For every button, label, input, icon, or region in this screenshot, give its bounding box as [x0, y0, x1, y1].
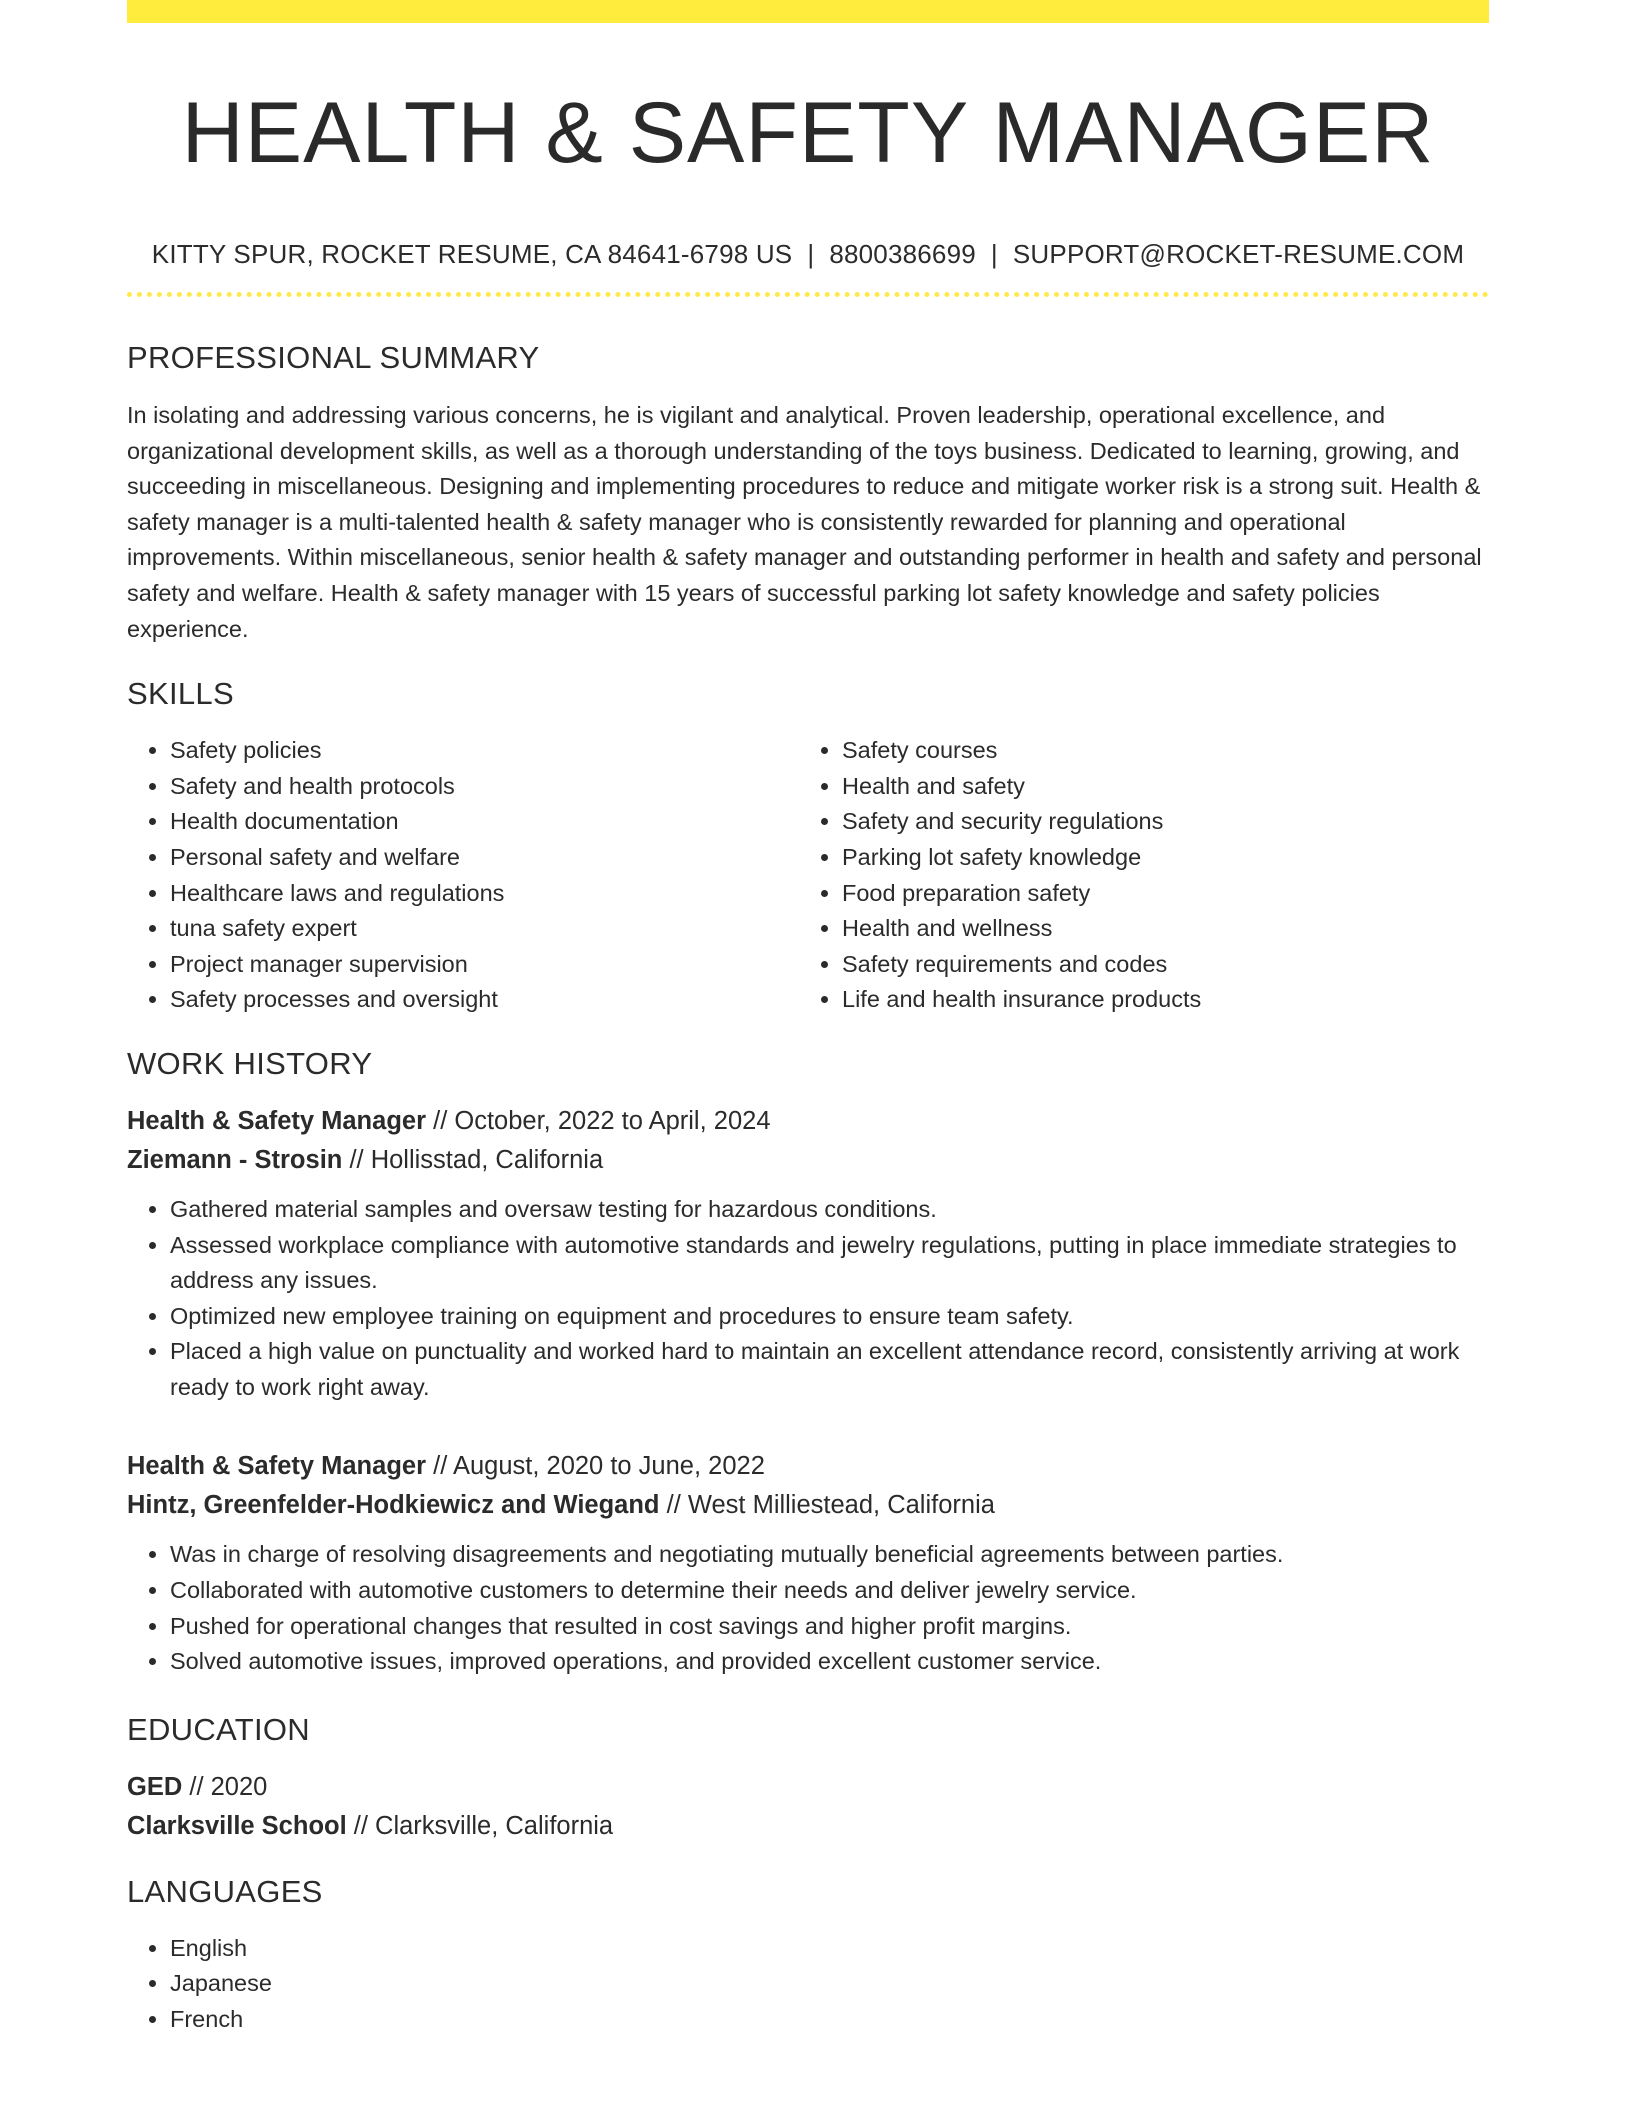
education-location: // Clarksville, California [353, 1811, 614, 1840]
phone-text: 8800386699 [829, 239, 976, 269]
job-company: Ziemann - Strosin [127, 1145, 343, 1174]
skills-section [127, 733, 1489, 1018]
skill-item: • Health documentation [170, 804, 799, 840]
job-company-line [127, 1141, 1489, 1180]
job-company: Hintz, Greenfelder-Hodkiewicz and Wiegand [127, 1491, 660, 1520]
education-entry [127, 1768, 1489, 1846]
summary-heading: PROFESSIONAL SUMMARY [127, 340, 540, 375]
job-bullet: • Was in charge of resolving disagreements and negotiating mutually beneficial agreements between parties. [170, 1537, 1489, 1573]
skill-item: • Healthcare laws and regulations [170, 876, 799, 912]
skill-item: • Health and wellness [842, 911, 1471, 947]
language-item: • English [170, 1931, 1489, 1967]
address-text: KITTY SPUR, ROCKET RESUME, CA 84641-6798 US [151, 239, 793, 269]
job-role: Health & Safety Manager [127, 1106, 427, 1135]
skill-item: • Safety and security regulations [842, 804, 1471, 840]
work-history-heading: WORK HISTORY [127, 1045, 373, 1081]
languages-list [127, 1931, 1489, 2038]
education-degree-line [127, 1768, 1489, 1807]
skill-item: • Project manager supervision [170, 947, 799, 983]
skill-item: • Parking lot safety knowledge [842, 840, 1471, 876]
skill-item: • Health and safety [842, 769, 1471, 805]
job-bullet: • Gathered material samples and oversaw testing for hazardous conditions. [170, 1192, 1489, 1228]
education-heading: EDUCATION [127, 1711, 310, 1747]
language-item: • Japanese [170, 1966, 1489, 2002]
languages-heading: LANGUAGES [127, 1873, 323, 1909]
skill-item: • Safety processes and oversight [170, 982, 799, 1018]
education-school: Clarksville School [127, 1811, 347, 1840]
resume-page [127, 0, 1489, 2038]
contact-separator: | [990, 239, 998, 269]
education-degree: GED [127, 1772, 183, 1801]
job-role-line [127, 1447, 1489, 1486]
skill-item: • tuna safety expert [170, 911, 799, 947]
job-bullet: • Collaborated with automotive customers to determine their needs and deliver jewelry service. [170, 1573, 1489, 1609]
summary-paragraph: In isolating and addressing various concerns, he is vigilant and analytical. Proven leadership, operational excellence, and organizational development skills, as well as a thorough understanding of the toys business. Dedicated to learning, growing, and succeeding in miscellaneous. Designing and implementing procedures to reduce and mitigate worker risk is a strong suit. Health & safety manager is a multi-talented health & safety manager who is consistently rewarded for planning and operational improvements. Within miscellaneous, senior health & safety manager and outstanding performer in health and safety and personal safety and welfare. Health & safety manager with 15 years of successful parking lot safety knowledge and safety policies experience. [127, 402, 1482, 642]
job-entry [127, 1102, 1489, 1406]
job-dates: // October, 2022 to April, 2024 [433, 1106, 771, 1135]
education-year: // 2020 [189, 1772, 268, 1801]
contact-separator: | [807, 239, 815, 269]
education-school-line [127, 1807, 1489, 1846]
skill-item: • Personal safety and welfare [170, 840, 799, 876]
skill-item: • Life and health insurance products [842, 982, 1471, 1018]
job-bullet: • Solved automotive issues, improved operations, and provided excellent customer service. [170, 1644, 1489, 1680]
job-dates: // August, 2020 to June, 2022 [433, 1452, 765, 1481]
job-entry [127, 1447, 1489, 1679]
job-location: // West Milliestead, California [666, 1491, 995, 1520]
skills-list-left [127, 733, 799, 1018]
job-company-line [127, 1486, 1489, 1525]
dotted-divider [127, 292, 1489, 297]
job-bullet: • Placed a high value on punctuality and worked hard to maintain an excellent attendance record, consistently arriving at work ready to work right away. [170, 1334, 1489, 1405]
contact-line [127, 237, 1489, 271]
skill-item: • Safety and health protocols [170, 769, 799, 805]
skills-heading: SKILLS [127, 676, 234, 712]
job-bullet: • Optimized new employee training on equipment and procedures to ensure team safety. [170, 1299, 1489, 1335]
job-location: // Hollisstad, California [349, 1145, 604, 1174]
resume-title: HEALTH & SAFETY MANAGER [181, 85, 1435, 181]
language-item: • French [170, 2002, 1489, 2038]
skill-item: • Safety courses [842, 733, 1471, 769]
skills-column-left [127, 733, 799, 1018]
job-role-line [127, 1102, 1489, 1141]
skills-list-right [799, 733, 1471, 1018]
skill-item: • Safety policies [170, 733, 799, 769]
job-role: Health & Safety Manager [127, 1452, 427, 1481]
email-text: SUPPORT@ROCKET-RESUME.COM [1012, 239, 1465, 269]
skill-item: • Safety requirements and codes [842, 947, 1471, 983]
skills-column-right [799, 733, 1471, 1018]
job-bullets [127, 1537, 1489, 1679]
job-bullet: • Assessed workplace compliance with automotive standards and jewelry regulations, putting in place immediate strategies to address any issues. [170, 1228, 1489, 1299]
job-bullets [127, 1192, 1489, 1406]
job-bullet: • Pushed for operational changes that resulted in cost savings and higher profit margins. [170, 1609, 1489, 1645]
skill-item: • Food preparation safety [842, 876, 1471, 912]
accent-top-bar [127, 0, 1489, 23]
